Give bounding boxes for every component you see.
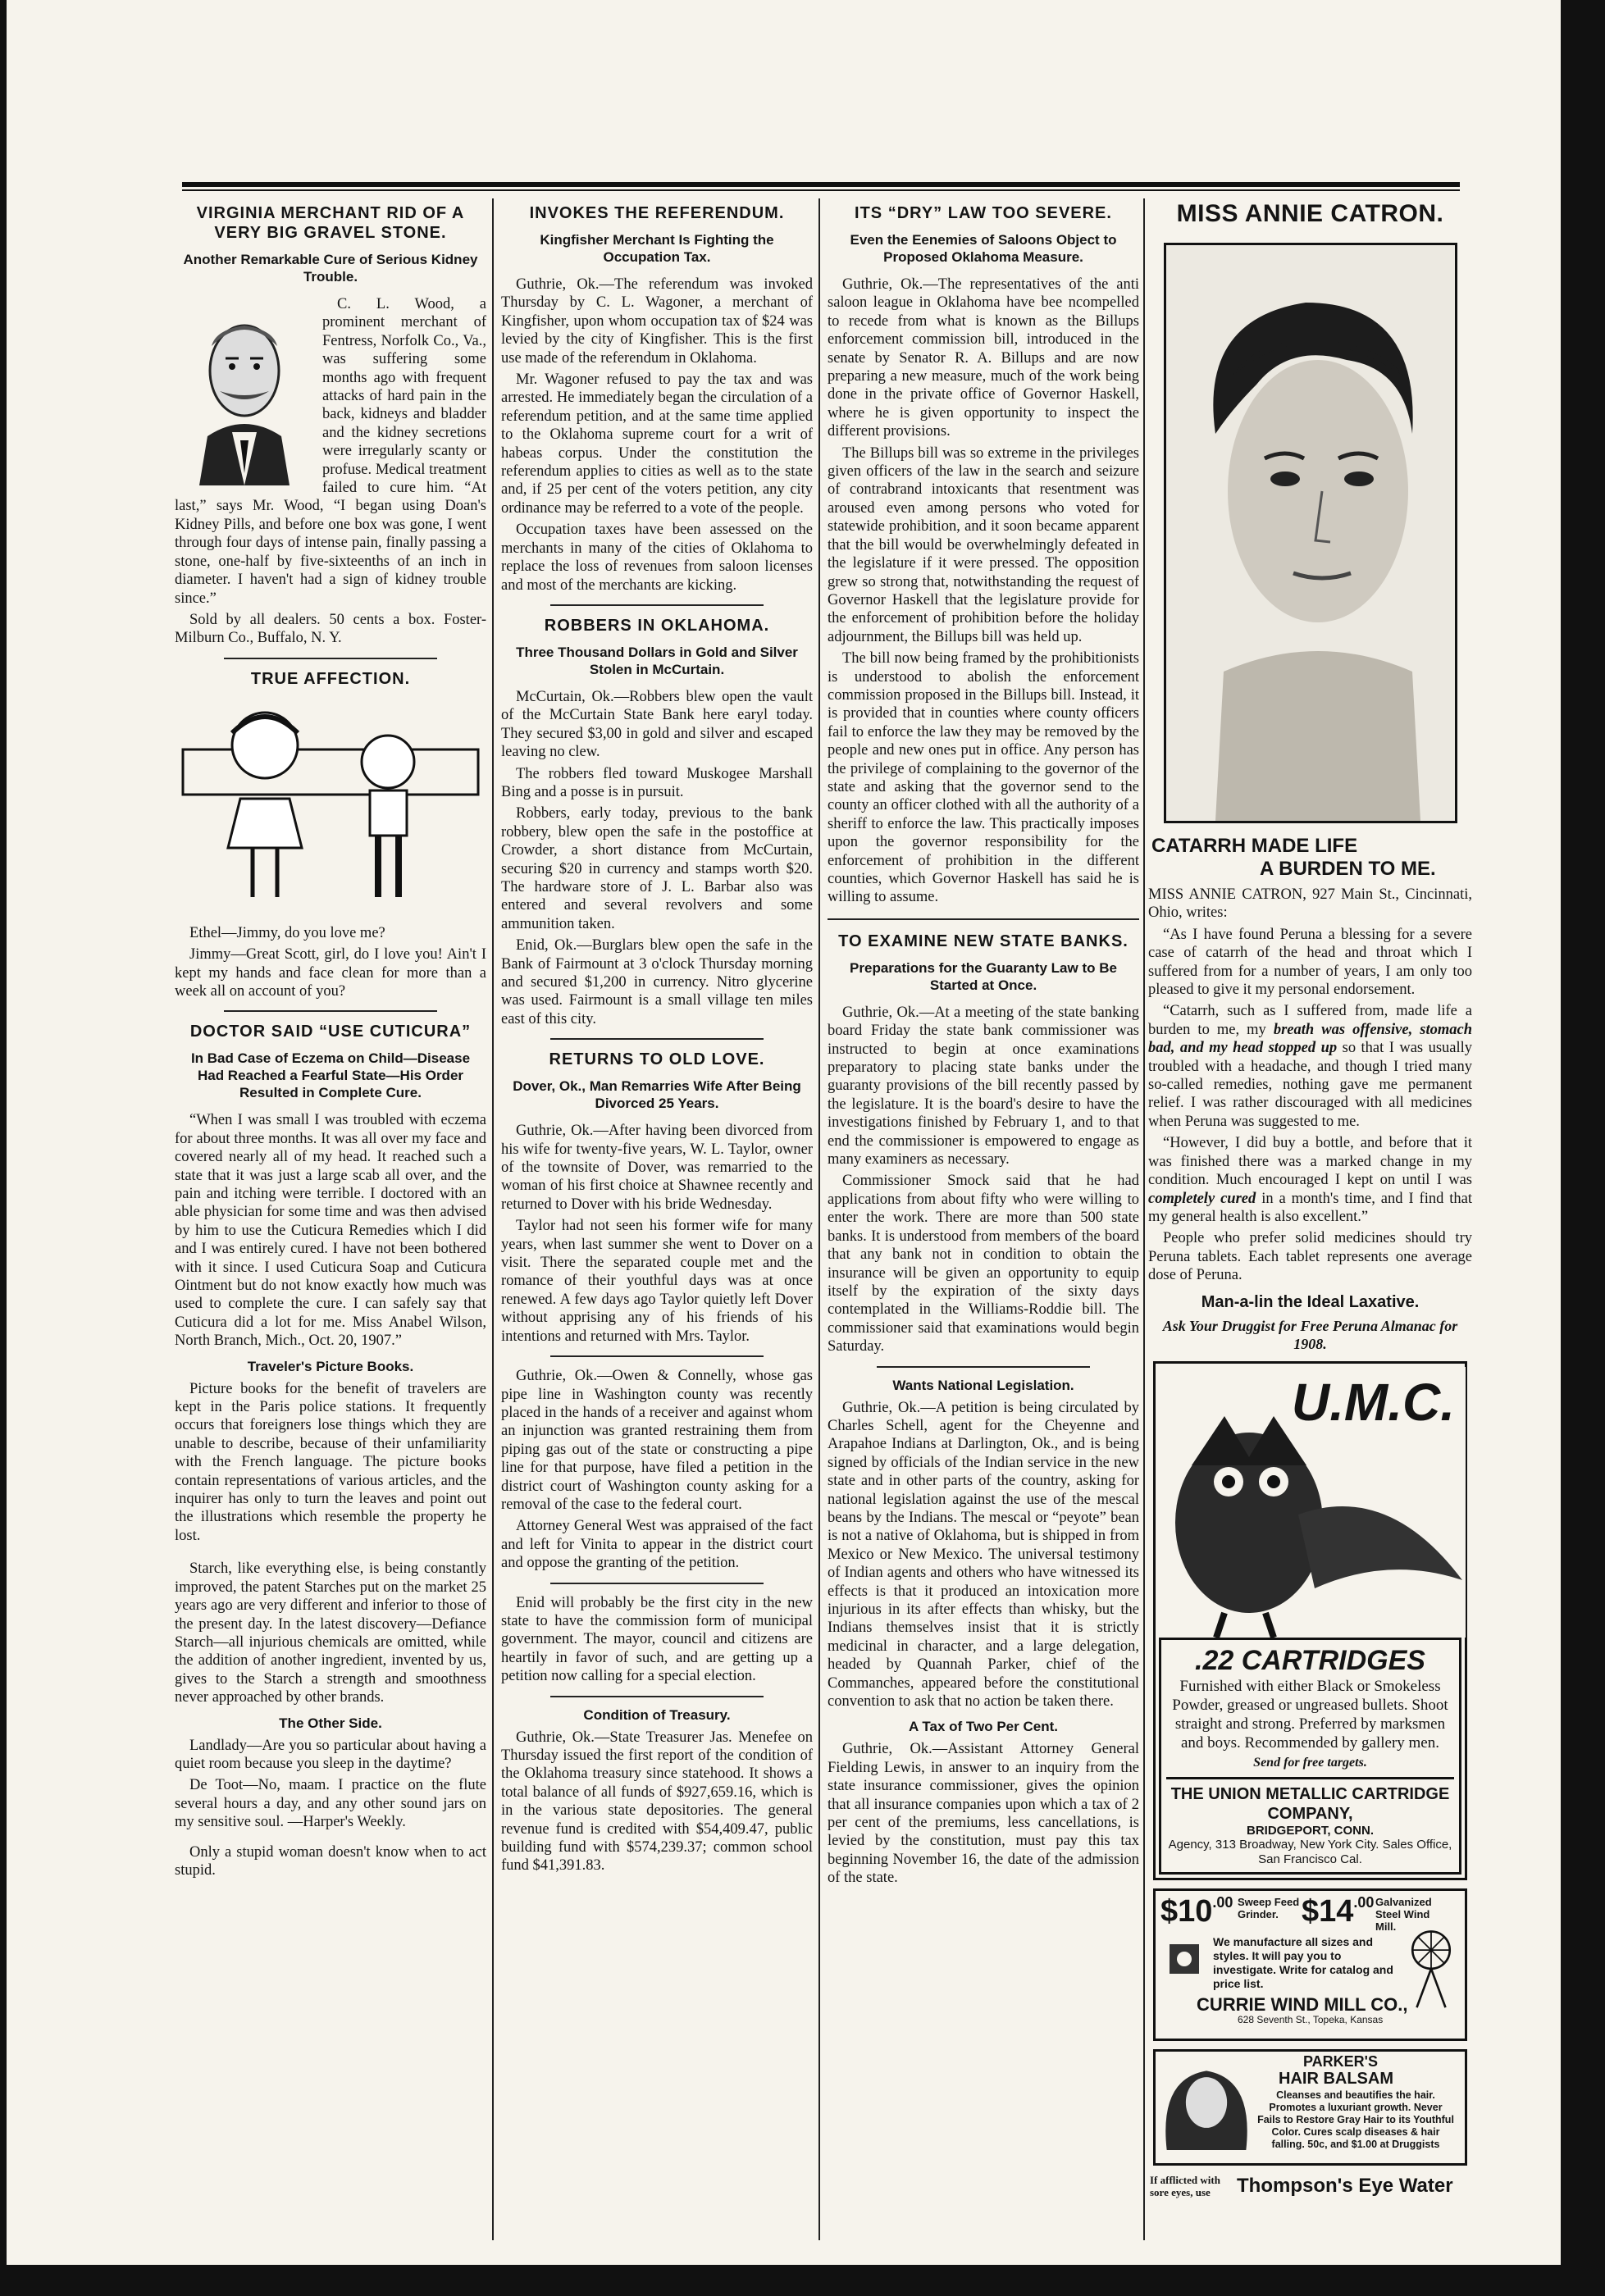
paragraph: The robbers fled toward Muskogee Marshall Bing and a posse is in pursuit. bbox=[501, 765, 813, 800]
price-cents: .00 bbox=[1212, 1893, 1233, 1911]
text-run: in a month's time, and I find that my general health is also excellent.” bbox=[1148, 1190, 1472, 1225]
price-grinder: $10 bbox=[1160, 1893, 1213, 1929]
windmill-icon bbox=[1402, 1927, 1460, 2009]
tagline: Ask Your Druggist for Free Peruna Almanac for 1908. bbox=[1162, 1317, 1458, 1352]
paragraph: Guthrie, Ok.—Assistant Attorney General Fielding Lewis, in answer to an inquiry from the state insurance commissioner, gives the opinion that all insurance companies upon which a tax of 2 per cent of the premiums, less cancellations, is levied by the constitution, must pay this tax beginning November 16, the date of the admission of the state. bbox=[828, 1741, 1139, 1887]
paragraph: “As I have found Peruna a blessing for a severe case of catarrh of the head and throat which I suffered from for a number of years, I am only too pleased to give it my personal endorsement. bbox=[1148, 926, 1472, 999]
deck: Preparations for the Guaranty Law to Be Started at Once. bbox=[850, 959, 1117, 993]
emphasis: completely cured bbox=[1148, 1190, 1256, 1207]
paragraph: Cleanses and beautifies the hair. Promotes a luxuriant growth. Never Fails to Restore Gray Hair to its Youthful Color. Cures scalp diseases & hair falling. 50c, and $1.00 at Druggists bbox=[1257, 2089, 1454, 2150]
paragraph: We manufacture all sizes and styles. It will pay you to investigate. Write for catalog and price list. bbox=[1213, 1934, 1393, 1990]
woman-hair-icon bbox=[1159, 2055, 1254, 2150]
emphasis: breath was offensive, stomach bad, and my head stopped up bbox=[1148, 1021, 1472, 1057]
paragraph: Guthrie, Ok.—After having been divorced from his wife for twenty-five years, W. L. Taylor, owner of the townsite of Dover, was remarried to the woman of his first choice at Shawnee recently and returned to Dover with his bride Wednesday. bbox=[501, 1123, 813, 1213]
portrait-illustration-man bbox=[175, 297, 314, 485]
divider bbox=[877, 1366, 1090, 1368]
column-3 bbox=[828, 198, 1139, 2240]
headline: ROBBERS IN OKLAHOMA. bbox=[544, 616, 770, 635]
paragraph: Guthrie, Ok.—The representatives of the anti saloon league in Oklahoma have bee ncompelled to recede from what is known as the Billups enforcement commission bill, introduced in the senate by Senator R. A. Billups and are now preparing a new measure, much of the work being done in the private office of Governor Haskell, where he is given opportunity to inspect the different provisions. bbox=[828, 276, 1139, 440]
top-rule bbox=[182, 182, 1460, 187]
paragraph: Guthrie, Ok.—State Treasurer Jas. Menefee on Thursday issued the first report of the condition of the Oklahoma treasury since statehood. It shows a total balance of all funds of $927,659.16, which is in the various state depositories. The general revenue fund is credited with $54,409.47, public building fund with $574,239.37; common school fund $41,391.83. bbox=[501, 1729, 813, 1875]
paragraph: “When I was small I was troubled with eczema for about three months. It was all over my face and covered nearly all of my head. It reached such a state that it was just a large scab all over, and the pain and itching were terrible. I doctored with an able physician for some time and was then advised by him to use the Cuticura Remedies which I did and I was entirely cured. I have not been bothered with it since. I used Cuticura Soap and Cuticura Ointment but do not know exactly how much was used to complete the cure. I can safely say that Cuticura did a lot for me. Miss Anabel Wilson, North Branch, Mich., Oct. 20, 1907.” bbox=[175, 1112, 486, 1350]
umc-logo-area bbox=[1159, 1367, 1461, 1638]
paragraph: Guthrie, Ok.—The referendum was invoked Thursday by C. L. Wagoner, a merchant of Kingfisher, upon whom occupation tax of $24 was levied by the city of Kingfisher. This is the first use made of the referendum in Oklahoma. bbox=[501, 276, 813, 367]
subheading: A Tax of Two Per Cent. bbox=[909, 1719, 1058, 1735]
paragraph: Only a stupid woman doesn't know when to act stupid. bbox=[175, 1843, 486, 1879]
divider bbox=[550, 1038, 764, 1040]
umc-advert bbox=[1153, 1361, 1467, 1880]
column-2 bbox=[501, 198, 813, 2240]
price-label: Galvanized Steel Wind Mill. bbox=[1375, 1895, 1432, 1933]
paragraph: Commissioner Smock said that he had applications from about fifty who were willing to enter the work. There are more than 500 state banks. It is understood from members of the board that any bank not in condition to obtain the insurance will be given an opportunity to equip itself by the expiration of the sixty days contemplated in the Williams-Roddie bill. The commissioner said that examinations would begin Saturday. bbox=[828, 1173, 1139, 1355]
divider bbox=[828, 918, 1139, 920]
company-city: BRIDGEPORT, CONN. bbox=[1246, 1823, 1374, 1838]
paragraph: Robbers, early today, previous to the bank robbery, blew open the safe in the postoffice at Crowder, a short distance from McCurtain, securing $20 in currency and stamps worth $20. The hardware store of J. L. Barbar also was entered and several revolvers and some ammunition taken. bbox=[501, 805, 813, 932]
column-rule bbox=[818, 198, 820, 2240]
currie-advert bbox=[1153, 1888, 1467, 2041]
paragraph bbox=[1148, 1134, 1472, 1226]
headline: VIRGINIA MERCHANT RID OF A VERY BIG GRAVEL STONE. bbox=[196, 204, 465, 242]
headline: DOCTOR SAID “USE CUTICURA” bbox=[189, 1023, 472, 1041]
deck: Kingfisher Merchant Is Fighting the Occupation Tax. bbox=[540, 232, 774, 265]
headline: RETURNS TO OLD LOVE. bbox=[549, 1050, 765, 1069]
headline: A BURDEN TO ME. bbox=[1260, 858, 1436, 880]
deck: Dover, Ok., Man Remarries Wife After Being Divorced 25 Years. bbox=[513, 1078, 801, 1112]
paragraph: Guthrie, Ok.—Owen & Connelly, whose gas pipe line in Washington county was recently placed in the hands of a receiver and against whom an injunction was granted restraining them from piping gas out of the state or constructing a pipe line for that purpose, have filed a petition in the district court of Washington county asking for a removal of the case to the federal court. bbox=[501, 1368, 813, 1513]
column-1 bbox=[175, 198, 486, 2240]
column-rule bbox=[492, 198, 494, 2240]
divider bbox=[550, 604, 764, 606]
price-block-2 bbox=[1302, 1894, 1374, 1929]
cartoon-illustration bbox=[175, 700, 486, 913]
text-run: “Catarrh, such as I suffered from, made life a burden to me, my bbox=[1148, 1003, 1472, 1038]
umc-logo: U.M.C. bbox=[1291, 1372, 1455, 1432]
paragraph: Guthrie, Ok.—At a meeting of the state banking board Friday the state bank commissioner was instructed to begin at once examinations preparatory to placing state banks under the guaranty provisions of the bill recently passed by the legislature. It is the board's desire to have the investigations finished by February 1, and to that end the commissioner is empowered to engage as many examiners as necessary. bbox=[828, 1004, 1139, 1168]
divider bbox=[224, 658, 437, 659]
subheading: The Other Side. bbox=[279, 1715, 382, 1731]
product-name: Thompson's Eye Water bbox=[1237, 2174, 1453, 2197]
subheading: Wants National Legislation. bbox=[892, 1377, 1074, 1393]
paragraph bbox=[1148, 1002, 1472, 1131]
divider bbox=[224, 1010, 437, 1012]
divider bbox=[550, 1696, 764, 1697]
subheading: Traveler's Picture Books. bbox=[247, 1358, 414, 1374]
product-name: HAIR BALSAM bbox=[1279, 2069, 1393, 2088]
grinder-icon bbox=[1162, 1937, 1206, 1981]
paragraph: Mr. Wagoner refused to pay the tax and was arrested. He immediately began the circulation of a referendum petition, and at the same time applied to the Oklahoma supreme court for a writ of habeas corpus. Under the constitution the referendum applies to cities as well as to the state and, if 25 per cent of the voters petition, any city ordinance may be referred to a vote of the people. bbox=[501, 371, 813, 517]
subheading: Condition of Treasury. bbox=[583, 1706, 731, 1723]
advert-note: Send for free targets. bbox=[1253, 1755, 1367, 1770]
price-windmill: $14 bbox=[1302, 1893, 1354, 1929]
deck: Another Remarkable Cure of Serious Kidney Trouble. bbox=[183, 252, 478, 285]
company-agency: Agency, 313 Broadway, New York City. Sales Office, San Francisco Cal. bbox=[1168, 1837, 1452, 1866]
paragraph: The bill now being framed by the prohibitionists is understood to abolish the enforcement commission proposed in the Billups bill. Instead, it is provided that in counties where county officers fail to enforce the law they may be removed by the people and new ones put in office. Any person has the privilege of complaining to the governor of the state and asking that the governor send to the county an officer clothed with all the authority of a sheriff to enforce the law. This practically imposes upon the governor responsibility for the enforcement of prohibition in the different counties, which Governor Haskell has said he is willing to assume. bbox=[828, 650, 1139, 906]
paragraph: Taylor had not seen his former wife for many years, when last summer she went to Dover on a visit. There the separated couple met and the romance of their youthful days was at once renewed. A few days ago Taylor quietly left Dover without apprising any of his friends of his intentions and returned with Mrs. Taylor. bbox=[501, 1218, 813, 1345]
top-rule-thin bbox=[182, 189, 1460, 191]
paragraph: Starch, like everything else, is being constantly improved, the patent Starches put on the market 25 years ago are very different and inferior to those of the present day. In the latest discovery—Defiance Starch—all injurious chemicals are omitted, while the addition of another ingredient, invented by us, gives to the Starch a strength and smoothness never approached by other brands. bbox=[175, 1560, 486, 1706]
paragraph: C. L. Wood, a prominent merchant of Fentress, Norfolk Co., Va., was suffering some months ago with frequent attacks of hard pain in the back, kidneys and bladder and the kidney secretions were irregularly scanty or profuse. Medical treatment failed to cure him. “At last,” says Mr. Wood, “I began using Doan's Kidney Pills, and before one box was gone, I went through four days of intense pain, finally passing a stone, one-half by five-sixteenths of an inch in diameter. I haven't had a sign of kidney trouble since.” bbox=[175, 296, 486, 607]
text-run: so that I was usually troubled with a headache, and though I tried many so-called remedies, nothing gave me permanent relief. I was rather discouraged with all medicines when Peruna was suggested to me. bbox=[1148, 1040, 1472, 1130]
paragraph: The Billups bill was so extreme in the privileges given officers of the law in the search and seizure of contrabrand intoxicants that resentment was aroused even among persons who voted for statewide prohibition, and it soon became apparent that the bill would be overwhelmingly defeated in the legislature if it were pressed. The opposition grew so strong that, notwithstanding the request of Governor Haskell that the legislature provide for the enforcement of prohibition before the holiday adjournment, the Billups bill was held up. bbox=[828, 444, 1139, 645]
price-label: Sweep Feed Grinder. bbox=[1238, 1895, 1300, 1920]
headline: INVOKES THE REFERENDUM. bbox=[529, 204, 785, 222]
text-run: “However, I did buy a bottle, and before that it was finished there was a marked change in my condition. Much encouraged I kept on until I was bbox=[1148, 1135, 1472, 1189]
company-name: CURRIE WIND MILL CO., bbox=[1197, 1993, 1408, 2015]
paragraph: Landlady—Are you so particular about having a quiet room because you sleep in the daytime? bbox=[175, 1737, 486, 1772]
tagline: Man-a-lin the Ideal Laxative. bbox=[1201, 1292, 1420, 1311]
headline: TO EXAMINE NEW STATE BANKS. bbox=[838, 932, 1129, 950]
paragraph: Furnished with either Black or Smokeless Powder, greased or ungreased bullets. Shoot straight and strong. Preferred by marksmen and boys. Recommended by gallery men. bbox=[1172, 1677, 1448, 1752]
paragraph: Sold by all dealers. 50 cents a box. Foster-Milburn Co., Buffalo, N. Y. bbox=[175, 611, 486, 647]
paragraph: Guthrie, Ok.—A petition is being circulated by Charles Schell, agent for the Cheyenne and Arapahoe Indians at Darlington, Ok., and is being signed by officials of the Indian service in the new state and in other parts of the country, asking for national legislation against the use of the mescal beans by the Indians. The mescal or “peyote” bean is not a native of Oklahoma, but is shipped in from Mexico or New Mexico. The universal testimony of Indian agents and others who have witnessed its effects is that it produced an intoxication more injurious in its after effects than whisky, but the Indians themselves insist that it is strictly medicinal in character, and a large delegation, headed by Quannah Parker, chief of the Commanches, appeared before the constitutional convention to ask that no action be taken there. bbox=[828, 1399, 1139, 1711]
paragraph: Jimmy—Great Scott, girl, do I love you! Ain't I kept my hands and face clean for more than a week all on account of you? bbox=[175, 946, 486, 1000]
advert-title: MISS ANNIE CATRON. bbox=[1176, 200, 1444, 227]
paragraph: Enid, Ok.—Burglars blew open the safe in the Bank of Fairmount at 3 o'clock Thursday morning and secured $1,200 in currency. Nitro glycerine was used. Fairmount is a small village ten miles east of this city. bbox=[501, 937, 813, 1027]
paragraph: Ethel—Jimmy, do you love me? bbox=[189, 924, 385, 941]
deck: Three Thousand Dollars in Gold and Silver Stolen in McCurtain. bbox=[516, 644, 798, 677]
paragraph: De Toot—No, maam. I practice on the flute several hours a day, and any other sound jars on my sensitive soul. —Harper's Weekly. bbox=[175, 1777, 486, 1831]
price-block-1 bbox=[1160, 1894, 1233, 1929]
product-name: PARKER'S bbox=[1303, 2052, 1378, 2070]
column-4 bbox=[1148, 198, 1472, 2240]
thompson-advert bbox=[1150, 2174, 1472, 2198]
paragraph: Enid will probably be the first city in the new state to have the commission form of municipal government. The mayor, council and citizens are heartily in favor of such, and are getting up a petition now calling for a special election. bbox=[501, 1594, 813, 1685]
divider bbox=[550, 1355, 764, 1357]
headline: ITS “DRY” LAW TOO SEVERE. bbox=[855, 204, 1112, 222]
company-name: THE UNION METALLIC CARTRIDGE COMPANY, bbox=[1170, 1784, 1450, 1823]
paragraph: MISS ANNIE CATRON, 927 Main St., Cincinnati, Ohio, writes: bbox=[1148, 886, 1472, 922]
company-address: 628 Seventh St., Topeka, Kansas bbox=[1238, 2013, 1384, 2025]
paragraph: Picture books for the benefit of travelers are kept in the Paris police stations. It frequently occurs that foreigners lose things which they are unable to describe, because of their unfamiliarity with the French language. The picture books contain representations of various articles, and the inquirer has only to turn the leaves and point out the illustrations which resemble the property he lost. bbox=[175, 1380, 486, 1544]
headline: TRUE AFFECTION. bbox=[250, 669, 411, 688]
headline: CATARRH MADE LIFE bbox=[1151, 835, 1358, 857]
advert-small-text: If afflicted with sore eyes, use bbox=[1150, 2173, 1220, 2198]
deck: Even the Eenemies of Saloons Object to Proposed Oklahoma Measure. bbox=[850, 232, 1117, 265]
paragraph: Occupation taxes have been assessed on the merchants in many of the cities of Oklahoma to replace the loss of revenues from saloon licenses and most of the merchants are kicking. bbox=[501, 522, 813, 594]
paragraph: McCurtain, Ok.—Robbers blew open the vault of the McCurtain State Bank here earyl today. They secured $3,00 in gold and silver and escaped leaving no clew. bbox=[501, 688, 813, 761]
price-cents: .00 bbox=[1353, 1893, 1375, 1911]
cartridges-title: .22 CARTRIDGES bbox=[1195, 1644, 1425, 1676]
column-rule bbox=[1143, 198, 1145, 2240]
parker-advert bbox=[1153, 2049, 1467, 2166]
divider bbox=[550, 1583, 764, 1584]
deck: In Bad Case of Eczema on Child—Disease Had Reached a Fearful State—His Order Resulted in Complete Cure. bbox=[190, 1050, 471, 1101]
paragraph: Attorney General West was appraised of the fact and left for Vinita to appear in the district court and oppose the granting of the petition. bbox=[501, 1518, 813, 1572]
paragraph: People who prefer solid medicines should try Peruna tablets. Each tablet represents one average dose of Peruna. bbox=[1148, 1230, 1472, 1284]
portrait-photo-woman bbox=[1164, 243, 1457, 823]
